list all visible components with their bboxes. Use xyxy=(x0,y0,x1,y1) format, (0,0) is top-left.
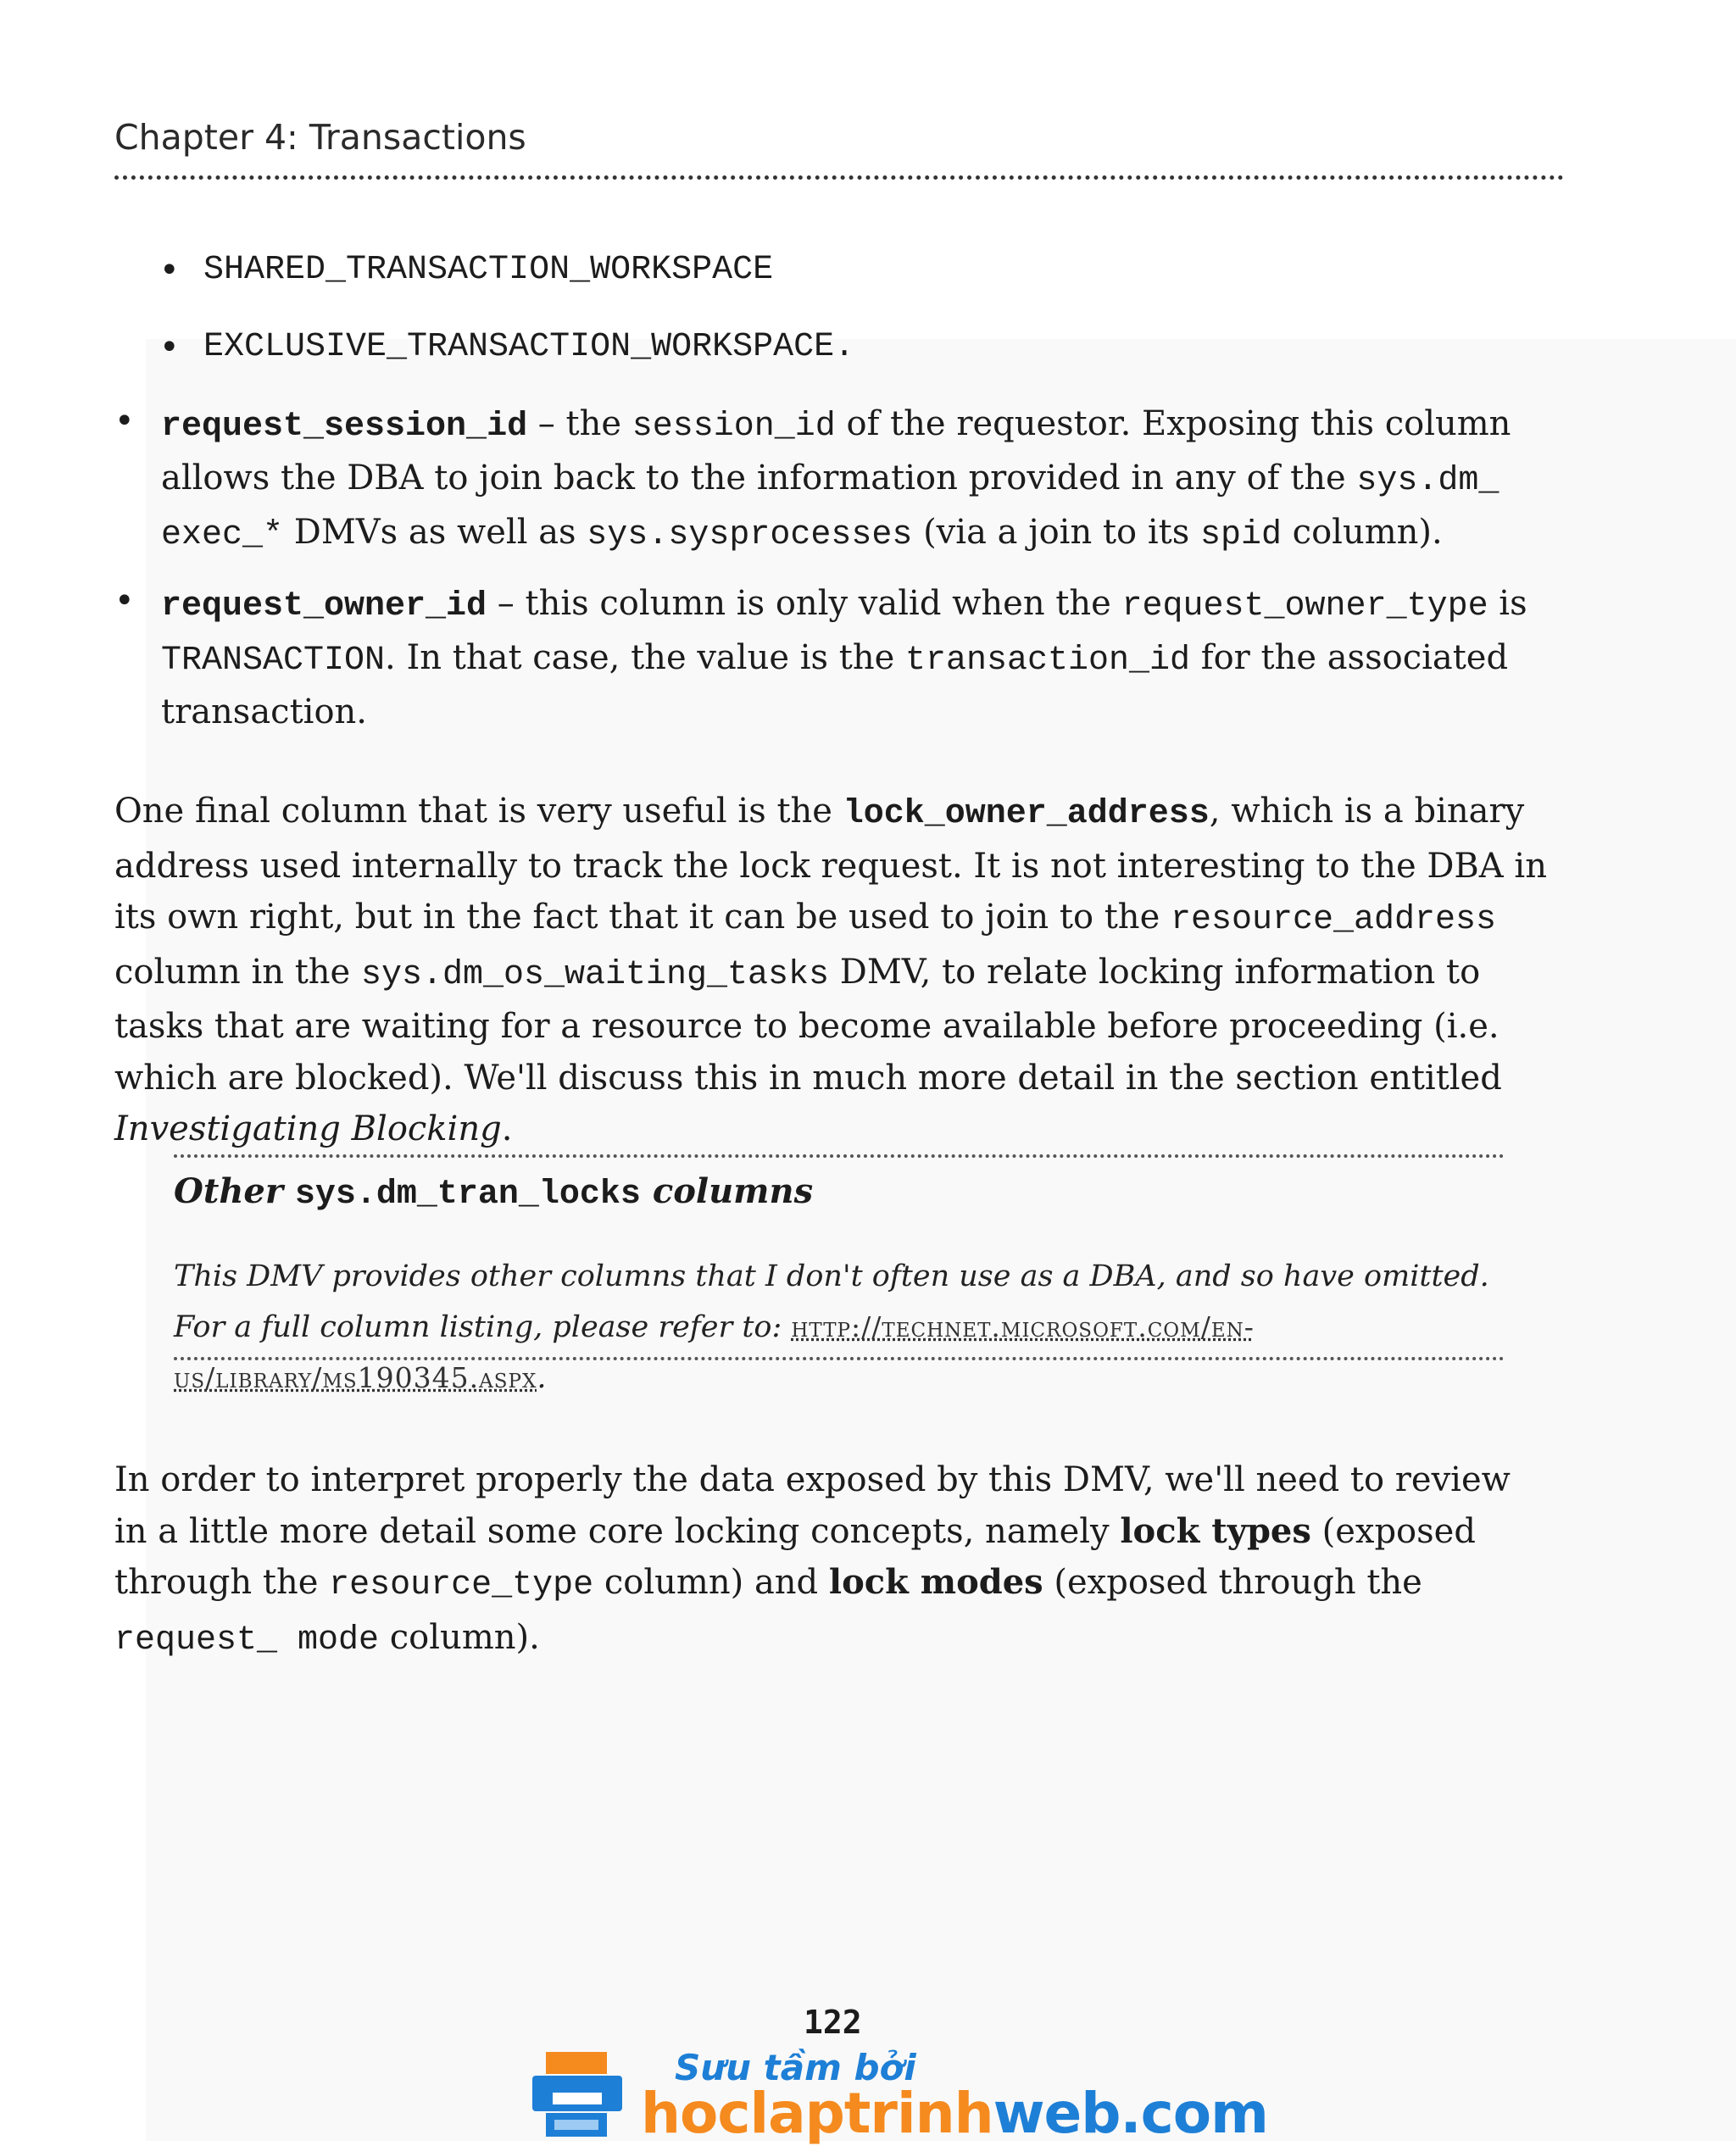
text: columns xyxy=(640,1171,814,1211)
text: . xyxy=(537,1361,547,1395)
note-top-rule xyxy=(174,1154,1505,1158)
code: request_owner_type xyxy=(1121,587,1488,625)
bold-term: lock modes xyxy=(828,1562,1043,1602)
text: column). xyxy=(379,1617,540,1657)
text: for the associated transaction. xyxy=(161,638,1509,731)
text: is xyxy=(1488,584,1527,623)
code: request_ mode xyxy=(114,1621,380,1660)
text: . In that case, the value is the xyxy=(385,638,905,677)
watermark-site xyxy=(641,2081,1268,2146)
bullet-dot: • xyxy=(114,581,135,620)
code: lock_owner_address xyxy=(843,795,1210,833)
code: spid xyxy=(1199,516,1282,554)
bullet-dot: • xyxy=(159,328,180,367)
text: . xyxy=(501,1109,513,1148)
watermark-tagline: Sưu tầm bởi xyxy=(675,2047,916,2088)
text: One final column that is very useful is the xyxy=(114,792,843,831)
code: sys.dm_tran_locks xyxy=(294,1176,641,1214)
sub-list-item: EXCLUSIVE_TRANSACTION_WORKSPACE. xyxy=(203,328,855,366)
text: (exposed through the xyxy=(114,1511,1476,1602)
page-number: 122 xyxy=(804,2004,862,2041)
list-item-request-session-id xyxy=(161,398,1551,561)
text: In order to interpret properly the data exposed by this DMV, we'll need to review in a little more detail some core locking concepts, namely xyxy=(114,1460,1511,1551)
note-body xyxy=(174,1251,1513,1404)
note-bottom-rule xyxy=(174,1357,1505,1360)
code: sys.sysprocesses xyxy=(587,516,913,554)
list-item-request-owner-id xyxy=(161,578,1551,737)
bullet-dot: • xyxy=(159,251,180,290)
text: of the requestor. Exposing this column allows the DBA to join back to the information provided in any of the xyxy=(161,404,1511,498)
text: web.com xyxy=(993,2081,1268,2146)
text: DMV, to relate locking information to tasks that are waiting for a resource to become available before proceeding (i.e. which are blocked). We'll discuss this in much more detail in the section entitled xyxy=(114,952,1502,1098)
bullet-dot: • xyxy=(114,402,135,441)
code: sys.dm_ exec_* xyxy=(161,462,1500,554)
chapter-header: Chapter 4: Transactions xyxy=(114,117,526,158)
code: sys.dm_os_waiting_tasks xyxy=(360,955,830,994)
code: resource_type xyxy=(329,1566,594,1604)
code: session_id xyxy=(632,408,836,446)
text: DMVs as well as xyxy=(283,513,587,552)
printer-icon xyxy=(532,2052,622,2137)
section-reference: Investigating Blocking xyxy=(114,1109,502,1148)
sub-list-item: SHARED_TRANSACTION_WORKSPACE xyxy=(203,251,774,289)
text: column) and xyxy=(593,1563,829,1602)
text: (via a join to its xyxy=(912,513,1200,552)
text: column). xyxy=(1281,513,1443,552)
text: Other xyxy=(174,1171,295,1211)
text: column in the xyxy=(114,952,361,992)
text: This DMV provides other columns that I don't often use as a DBA, and so have omitted. For a full column listing, please refer to: xyxy=(174,1259,1489,1344)
text: – the xyxy=(527,404,632,443)
reference-link[interactable]: http://technet.microsoft.com/en-us/library/ms190345.aspx xyxy=(174,1310,1255,1394)
column-term: request_owner_id xyxy=(161,587,487,625)
watermark-logo xyxy=(532,2047,1268,2146)
code: TRANSACTION xyxy=(161,642,386,680)
text: (exposed through the xyxy=(1043,1563,1422,1602)
paragraph-lock-concepts xyxy=(114,1454,1547,1666)
paragraph-lock-owner-address xyxy=(114,786,1547,1155)
text: – this column is only valid when the xyxy=(487,584,1122,623)
code: resource_address xyxy=(1170,901,1497,939)
column-term: request_session_id xyxy=(161,408,528,446)
code: transaction_id xyxy=(904,642,1191,680)
text: , which is a binary address used internally to track the lock request. It is not interesting to the DBA in its own right, but in the fact that it can be used to join to the xyxy=(114,792,1547,937)
header-divider xyxy=(114,175,1564,180)
note-title xyxy=(174,1171,813,1214)
bold-term: lock types xyxy=(1120,1510,1311,1551)
text: hoclaptrinh xyxy=(641,2081,993,2146)
